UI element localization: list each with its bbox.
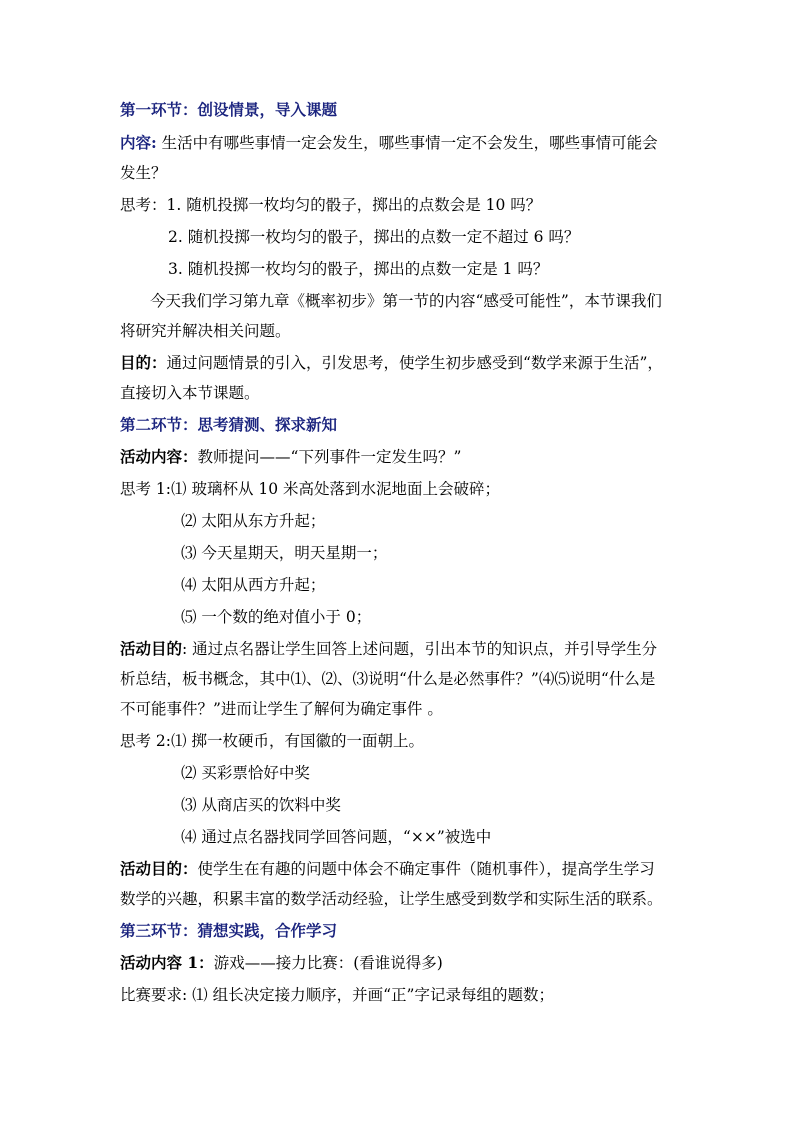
think1-line1 bbox=[120, 478, 500, 500]
goal1-line3: 不可能事件？”进而让学生了解何为确定事件 。 bbox=[120, 700, 443, 718]
purpose-line1 bbox=[120, 352, 663, 374]
rules-item-1: ⑴ 组长决定接力顺序，并画“正”字记录每组的题数； bbox=[187, 986, 554, 1004]
goal2-line2: 数学的兴趣，积累丰富的数学活动经验，让学生感受到数学和实际生活的联系。 bbox=[120, 890, 663, 908]
think2-item-1: ⑴ 掷一枚硬币，有国徽的一面朝上。 bbox=[171, 732, 424, 750]
content-label: 内容: bbox=[120, 133, 157, 152]
think2-item-2: ⑵ 买彩票恰好中奖 bbox=[181, 764, 310, 782]
think-item-1: 1. 随机投掷一枚均匀的骰子，掷出的点数会是 10 吗？ bbox=[166, 196, 542, 214]
goal1-label: 活动目的 bbox=[120, 639, 183, 658]
goal1-line2: 析总结，板书概念，其中⑴、⑵、⑶说明“什么是必然事件？”⑷⑸说明“什么是 bbox=[120, 670, 656, 688]
intro-line2: 将研究并解决相关问题。 bbox=[120, 322, 291, 340]
goal1-text: : 通过点名器让学生回答上述问题，引出本节的知识点，并引导学生分 bbox=[182, 640, 658, 658]
content-text: 生活中有哪些事情一定会发生，哪些事情一定不会发生，哪些事情可能会 bbox=[156, 134, 658, 152]
activity-text: 教师提问——“下列事件一定发生吗？” bbox=[197, 448, 462, 466]
section3-heading: 第三环节：猜想实践，合作学习 bbox=[120, 921, 338, 940]
section1-content-line2: 发生？ bbox=[120, 164, 167, 182]
think1-item-5: ⑸ 一个数的绝对值小于 0； bbox=[181, 608, 372, 626]
think1-label: 思考 1: bbox=[120, 480, 172, 498]
think1-item-1: ⑴ 玻璃杯从 10 米高处落到水泥地面上会破碎； bbox=[171, 480, 501, 498]
think-item-3: 3. 随机投掷一枚均匀的骰子，掷出的点数一定是 1 吗？ bbox=[168, 260, 549, 278]
rules-label: 比赛要求: bbox=[120, 986, 188, 1004]
think1-item-2: ⑵ 太阳从东方升起； bbox=[181, 512, 326, 530]
purpose-line2: 直接切入本节课题。 bbox=[120, 384, 260, 402]
activity-content-line bbox=[120, 446, 461, 468]
think2-label: 思考 2: bbox=[120, 732, 172, 750]
section1-content-line1 bbox=[120, 132, 658, 154]
think-item-2: 2. 随机投掷一枚均匀的骰子，掷出的点数一定不超过 6 吗？ bbox=[168, 228, 580, 246]
think2-item-4: ⑷ 通过点名器找同学回答问题，“××”被选中 bbox=[181, 828, 492, 846]
activity1-text: 游戏——接力比赛：(看谁说得多) bbox=[213, 954, 443, 972]
think2-item-3: ⑶ 从商店买的饮料中奖 bbox=[181, 796, 341, 814]
activity1-line bbox=[120, 952, 443, 974]
think1-item-4: ⑷ 太阳从西方升起； bbox=[181, 576, 326, 594]
purpose-text: 通过问题情景的引入，引发思考，使学生初步感受到“数学来源于生活”， bbox=[166, 354, 663, 372]
goal2-text: 使学生在有趣的问题中体会不确定事件（随机事件），提高学生学习 bbox=[197, 860, 655, 878]
goal2-label: 活动目的： bbox=[120, 859, 198, 878]
rules-line1 bbox=[120, 984, 554, 1006]
activity1-label: 活动内容 1： bbox=[120, 953, 214, 972]
section1-think-line1 bbox=[120, 194, 541, 216]
goal2-line1 bbox=[120, 858, 655, 880]
intro-line1: 今天我们学习第九章《概率初步》第一节的内容“感受可能性”，本节课我们 bbox=[150, 292, 662, 310]
think-label: 思考： bbox=[120, 196, 167, 214]
section2-heading: 第二环节：思考猜测、探求新知 bbox=[120, 415, 338, 434]
purpose-label: 目的： bbox=[120, 353, 167, 372]
activity-label: 活动内容： bbox=[120, 447, 198, 466]
goal1-line1 bbox=[120, 638, 657, 660]
think2-line1 bbox=[120, 730, 424, 752]
section1-heading: 第一环节：创设情景，导入课题 bbox=[120, 100, 338, 119]
think1-item-3: ⑶ 今天星期天，明天星期一； bbox=[181, 544, 388, 562]
